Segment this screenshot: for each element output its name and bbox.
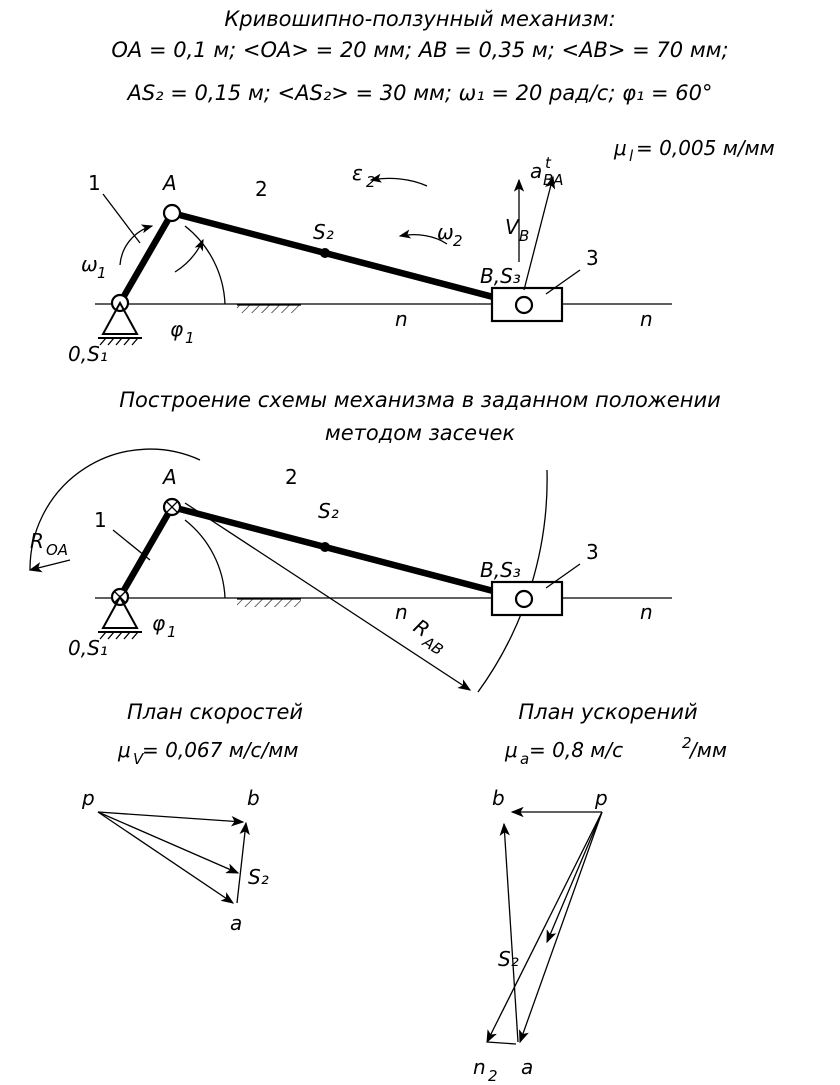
accel-mu-symbol: μ: [505, 738, 518, 762]
scheme2-RAB-symbol: R: [409, 614, 435, 642]
scheme1-eps2-symbol: ε: [352, 161, 363, 185]
velocity-vector-ps2: [98, 812, 238, 873]
scheme2-phi1-symbol: φ: [152, 611, 166, 635]
scheme2-joint-B: [516, 591, 532, 607]
scheme2-point-S2: [320, 542, 330, 552]
scheme1-eps2-sub: 2: [366, 173, 376, 191]
scheme1-omega2-sub: 2: [453, 232, 463, 250]
mu-l-value: = 0,005 м/мм: [636, 136, 775, 160]
scheme2-label-B: B,S₃: [480, 558, 521, 582]
scheme1-phi1-arc: [185, 226, 225, 304]
accel-mu-sup: 2: [682, 734, 692, 752]
accel-mu-value2: /мм: [690, 738, 727, 762]
scheme2-ROA-label: [30, 529, 68, 559]
accel-label-n2: [473, 1055, 498, 1085]
header-line-2: AS₂ = 0,15 м; <AS₂> = 30 мм; ω₁ = 20 рад/с; φ₁ = 60°: [127, 81, 713, 105]
scheme1-leader-1: [103, 194, 140, 243]
mu-l-symbol: μ: [614, 136, 627, 160]
scheme2-axis-label-left: n: [395, 600, 408, 624]
accel-vector-pn2: [487, 812, 602, 1042]
scheme2-label-O: 0,S₁: [68, 636, 108, 660]
scheme1-aba-label: [530, 154, 564, 189]
scheme2-title-line-1: Построение схемы механизма в заданном положении: [119, 388, 721, 412]
accel-n2-symbol: n: [473, 1055, 486, 1079]
scheme1-ground-hatch: [237, 305, 301, 313]
scheme2-link-2-rod: [172, 507, 524, 599]
scheme1-aba-sup: t: [545, 154, 551, 172]
scheme1-vb-label: [505, 215, 529, 245]
scheme1-phi1-symbol: φ: [170, 317, 184, 341]
scheme1-label-O: 0,S₁: [68, 342, 108, 366]
scheme1-eps2-arrow: [371, 178, 427, 186]
scheme2-link-1-crank: [120, 507, 172, 597]
scheme2-label-1: 1: [94, 508, 107, 532]
accel-mu-value: = 0,8 м/с: [529, 738, 624, 762]
scheme1-joint-A: [164, 205, 180, 221]
scheme-2: [30, 388, 721, 692]
scheme2-phi1-arc: [185, 520, 225, 598]
scheme1-axis-label-right: n: [640, 307, 653, 331]
header-line-1: ОА = 0,1 м; <ОА> = 20 мм; АВ = 0,35 м; <АВ> = 70 мм;: [111, 38, 729, 62]
scheme1-vb-symbol: V: [505, 215, 519, 239]
scheme1-joint-B: [516, 297, 532, 313]
scheme1-link-2-rod: [172, 213, 524, 305]
scheme1-label-S2: S₂: [313, 220, 334, 244]
accel-vector-pa: [520, 812, 602, 1042]
scheme2-axis-label-right: n: [640, 600, 653, 624]
mu-l-subscript: l: [629, 147, 634, 165]
scheme1-omega2-label: [437, 220, 463, 250]
velocity-plan: [81, 700, 303, 935]
velocity-vector-pb: [98, 812, 243, 822]
scheme1-label-B: B,S₃: [480, 264, 521, 288]
velocity-vector-ab: [237, 823, 246, 903]
velocity-plan-scale: [117, 738, 298, 768]
accel-vector-ab: [504, 824, 518, 1042]
scheme2-RAB-line: [185, 503, 470, 690]
scheme2-label-S2: S₂: [318, 499, 339, 523]
velocity-mu-symbol: μ: [118, 738, 131, 762]
scheme2-label-A: A: [163, 465, 177, 489]
scheme1-omega2-symbol: ω: [437, 220, 454, 244]
scheme2-ROA-symbol: R: [30, 529, 44, 553]
scheme1-phi1-sub: 1: [185, 329, 195, 347]
scheme2-phi1-sub: 1: [167, 623, 177, 641]
acceleration-plan: [473, 700, 727, 1085]
scheme1-label-3: 3: [586, 246, 599, 270]
accel-label-p: p: [595, 786, 608, 810]
velocity-mu-value: = 0,067 м/с/мм: [142, 738, 299, 762]
velocity-label-p: p: [82, 786, 95, 810]
scheme1-omega1-label: [81, 252, 107, 282]
scheme2-ground-hatch: [237, 599, 301, 607]
scheme2-leader-1: [113, 530, 150, 560]
scheme2-label-2: 2: [285, 465, 298, 489]
scheme2-ROA-arrow: [30, 560, 70, 570]
acceleration-plan-scale: [504, 734, 727, 768]
scheme1-label-2: 2: [255, 177, 268, 201]
scheme-1: [68, 154, 672, 366]
acceleration-plan-title: План ускорений: [518, 700, 698, 724]
velocity-mu-sub: V: [133, 750, 144, 768]
accel-label-a: a: [521, 1055, 534, 1079]
scheme1-axis-label-left: n: [395, 307, 408, 331]
page-title: Кривошипно-ползунный механизм:: [224, 7, 616, 31]
scheme1-omega1-sub: 1: [97, 264, 107, 282]
scheme1-aba-symbol: a: [530, 159, 543, 183]
scheme1-label-A: A: [163, 171, 177, 195]
scale-mu-l: [613, 136, 775, 165]
scheme2-phi1-label: [152, 611, 177, 641]
velocity-vector-pa: [98, 812, 233, 903]
velocity-label-a: a: [230, 911, 243, 935]
accel-n2-sub: 2: [488, 1067, 498, 1085]
scheme1-vb-sub: B: [519, 227, 530, 245]
scheme1-omega1-arrow-2: [175, 240, 203, 272]
scheme2-ROA-sub: OA: [46, 541, 69, 559]
scheme2-label-3: 3: [586, 540, 599, 564]
accel-label-s2: S₂: [498, 947, 519, 971]
scheme1-omega1-symbol: ω: [81, 252, 98, 276]
scheme2-title-line-2: методом засечек: [324, 421, 516, 445]
accel-base-n2-a: [487, 1042, 516, 1044]
scheme1-label-1: 1: [88, 171, 101, 195]
scheme1-aba-sub: BA: [543, 171, 564, 189]
accel-mu-sub: a: [520, 750, 530, 768]
velocity-label-s2: S₂: [248, 865, 269, 889]
accel-vector-ps2: [547, 812, 602, 942]
accel-label-b: b: [492, 786, 505, 810]
scheme1-eps2-label: [352, 161, 376, 191]
scheme1-phi1-label: [170, 317, 195, 347]
scheme2-RAB-sub: AB: [419, 632, 447, 660]
velocity-label-b: b: [247, 786, 260, 810]
scheme1-point-S2: [320, 248, 330, 258]
velocity-plan-title: План скоростей: [126, 700, 304, 724]
